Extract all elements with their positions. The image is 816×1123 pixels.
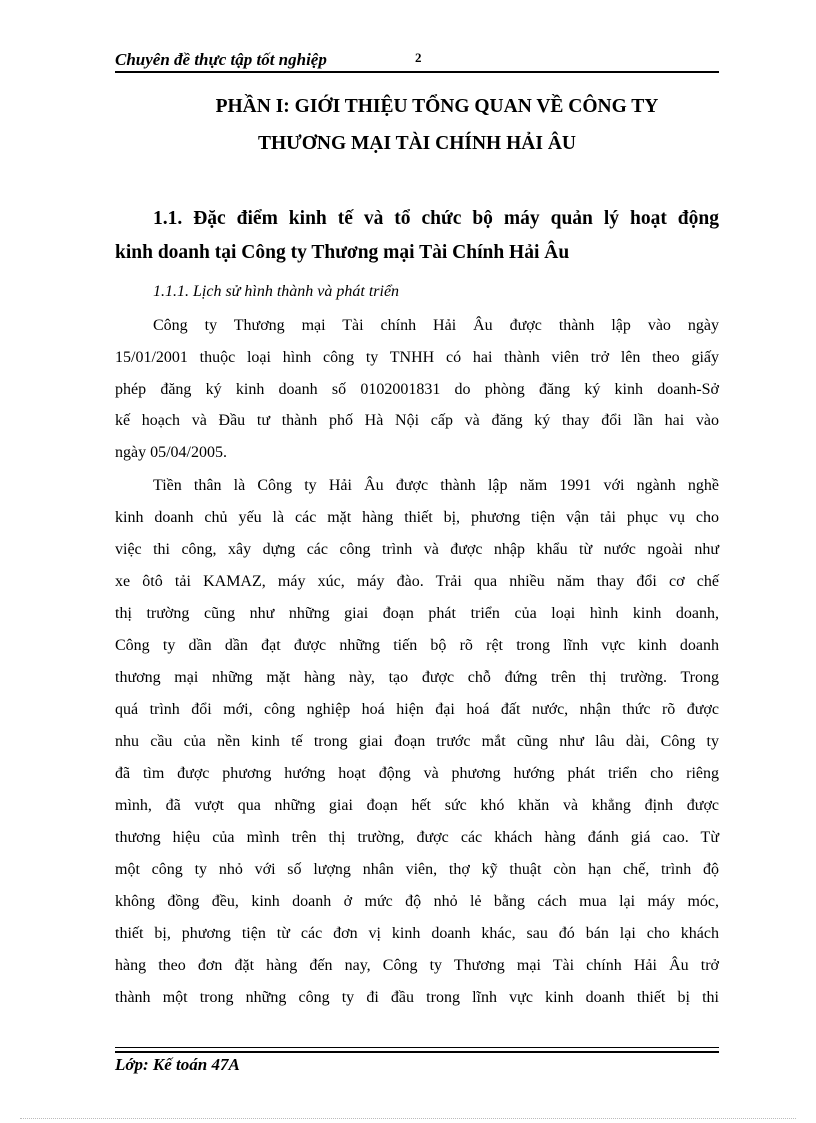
part-title-line-1: PHẦN I: GIỚI THIỆU TỔNG QUAN VỀ CÔNG TY [215, 96, 659, 117]
paragraph-2-line: đã tìm được phương hướng hoạt động và phương hướng phát triển cho riêng [115, 765, 719, 782]
paragraph-1-line: Công ty Thương mại Tài chính Hải Âu được thành lập vào ngày [153, 317, 719, 334]
paragraph-2-line: quá trình đổi mới, công nghiệp hoá hiện đại hoá đất nước, nhận thức rõ được [115, 701, 719, 718]
header-title: Chuyên đề thực tập tốt nghiệp [115, 50, 327, 69]
paragraph-2-line: thương hiệu của mình trên thị trường, được các khách hàng đánh giá cao. Từ [115, 829, 719, 846]
subsection-heading: 1.1.1. Lịch sử hình thành và phát triển [153, 283, 400, 300]
paragraph-2-line: thị trường cũng như những giai đoạn phát triển của loại hình kinh doanh, [115, 605, 719, 622]
header-rule [115, 71, 719, 73]
section-heading-line-1: 1.1. Đặc điểm kinh tế và tổ chức bộ máy quản lý hoạt động [153, 208, 719, 229]
paragraph-2-line: Tiền thân là Công ty Hải Âu được thành lập năm 1991 với ngành nghề [153, 477, 719, 494]
paragraph-2-line: xe ôtô tải KAMAZ, máy xúc, máy đào. Trải qua nhiều năm thay đổi cơ chế [115, 573, 719, 590]
paragraph-2-line: mình, đã vượt qua những giai đoạn hết sức khó khăn và khẳng định được [115, 797, 719, 814]
paragraph-2-line: thiết bị, phương tiện từ các đơn vị kinh doanh khác, sau đó bán lại cho khách [115, 925, 719, 942]
section-heading-line-2: kinh doanh tại Công ty Thương mại Tài Chính Hải Âu [115, 242, 570, 263]
paragraph-2-line: kinh doanh chủ yếu là các mặt hàng thiết bị, phương tiện vận tải phục vụ cho [115, 509, 719, 526]
paragraph-1-line: kế hoạch và Đầu tư thành phố Hà Nội cấp và đăng ký thay đổi lần hai vào [115, 412, 719, 429]
paragraph-1-line: phép đăng ký kinh doanh số 0102001831 do phòng đăng ký kinh doanh-Sở [115, 381, 719, 398]
paragraph-2-line: việc thi công, xây dựng các công trình và được nhập khẩu từ nước ngoài như [115, 541, 719, 558]
footer-class-label: Lớp: Kế toán 47A [115, 1055, 240, 1074]
paragraph-2-line: thương mại những mặt hàng này, tạo được chỗ đứng trên thị trường. Trong [115, 669, 719, 686]
page-number: 2 [415, 50, 422, 65]
footer-rule-thin [115, 1047, 719, 1048]
paragraph-2-line: thành một trong những công ty đi đầu trong lĩnh vực kinh doanh thiết bị thi [115, 989, 719, 1006]
paragraph-2-line: không đồng đều, kinh doanh ở mức độ nhỏ lẻ bằng cách mua lại máy móc, [115, 893, 719, 910]
paragraph-2-line: hàng theo đơn đặt hàng đến nay, Công ty Thương mại Tài chính Hải Âu trở [115, 957, 719, 974]
paragraph-1-line: ngày 05/04/2005. [115, 444, 227, 461]
page-bottom-border [20, 1118, 796, 1119]
page-header [115, 48, 719, 70]
part-title-line-2: THƯƠNG MẠI TÀI CHÍNH HẢI ÂU [258, 133, 576, 154]
paragraph-2-line: Công ty dần dần đạt được những tiến bộ rõ rệt trong lĩnh vực kinh doanh [115, 637, 719, 654]
paragraph-2-line: một công ty nhỏ với số lượng nhân viên, thợ kỹ thuật còn hạn chế, trình độ [115, 861, 719, 878]
paragraph-1-line: 15/01/2001 thuộc loại hình công ty TNHH có hai thành viên trở lên theo giấy [115, 349, 719, 366]
footer-rule-thick [115, 1051, 719, 1053]
paragraph-2-line: nhu cầu của nền kinh tế trong giai đoạn trước mắt cũng như lâu dài, Công ty [115, 733, 719, 750]
